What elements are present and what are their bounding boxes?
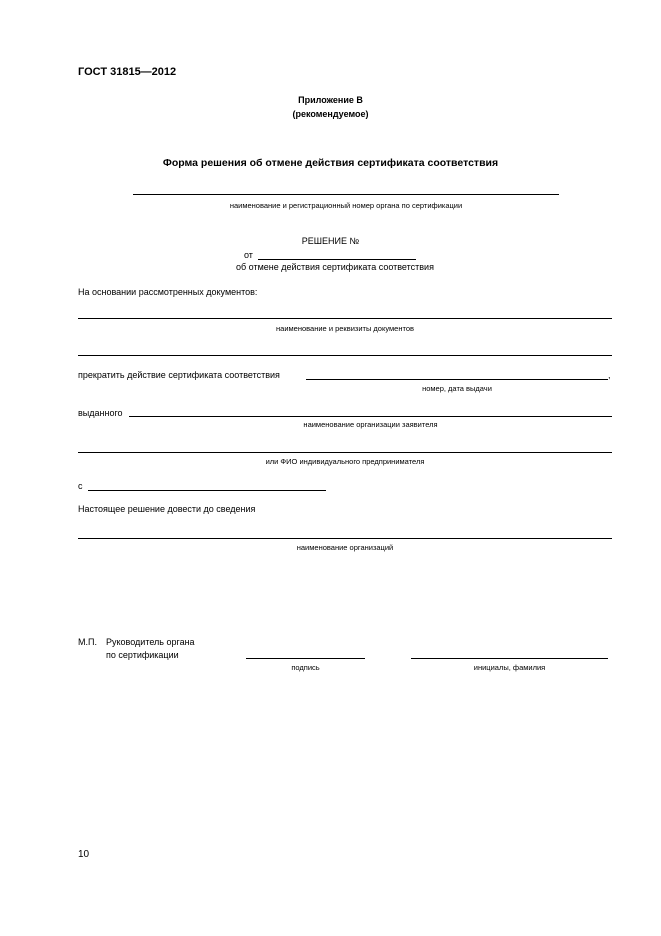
name-caption: инициалы, фамилия [473,663,546,672]
entrepreneur-caption: или ФИО индивидуального предпринимателя [265,457,425,466]
decision-label: РЕШЕНИЕ № [301,236,360,246]
terminate-comma: , [608,370,611,380]
entrepreneur-line [78,452,612,453]
decision-subject: об отмене действия сертификата соответствия [236,262,434,272]
date-prefix: от [244,250,253,260]
organ-caption: наименование и регистрационный номер органа по сертификации [229,201,463,210]
stamp-label: М.П. [78,637,97,647]
notify-text: Настоящее решение довести до сведения [78,504,256,514]
standard-code: ГОСТ 31815—2012 [78,66,177,78]
head-title-line1: Руководитель органа [106,637,195,647]
orgs-line [78,538,612,539]
documents-line-2 [78,355,612,356]
applicant-caption: наименование организации заявителя [303,420,438,429]
form-title: Форма решения об отмене действия сертификата соответствия [162,157,499,169]
name-line [411,658,608,659]
documents-line [78,318,612,319]
signature-line [246,658,365,659]
organ-line [133,194,559,195]
from-text: с [78,481,83,491]
issued-text: выданного [78,408,123,418]
signature-caption: подпись [291,663,320,672]
head-title-line2: по сертификации [106,650,179,660]
appendix-status: (рекомендуемое) [292,109,369,119]
documents-caption: наименование и реквизиты документов [276,324,414,333]
applicant-line [129,416,612,417]
certificate-number-line [306,379,608,380]
number-caption: номер, дата выдачи [422,384,492,393]
terminate-text: прекратить действие сертификата соответствия [78,370,280,380]
basis-text: На основании рассмотренных документов: [78,287,258,297]
appendix-title: Приложение В [298,95,363,105]
date-line [258,259,416,260]
from-date-line [88,490,326,491]
page-number: 10 [78,849,90,860]
orgs-caption: наименование организаций [296,543,394,552]
